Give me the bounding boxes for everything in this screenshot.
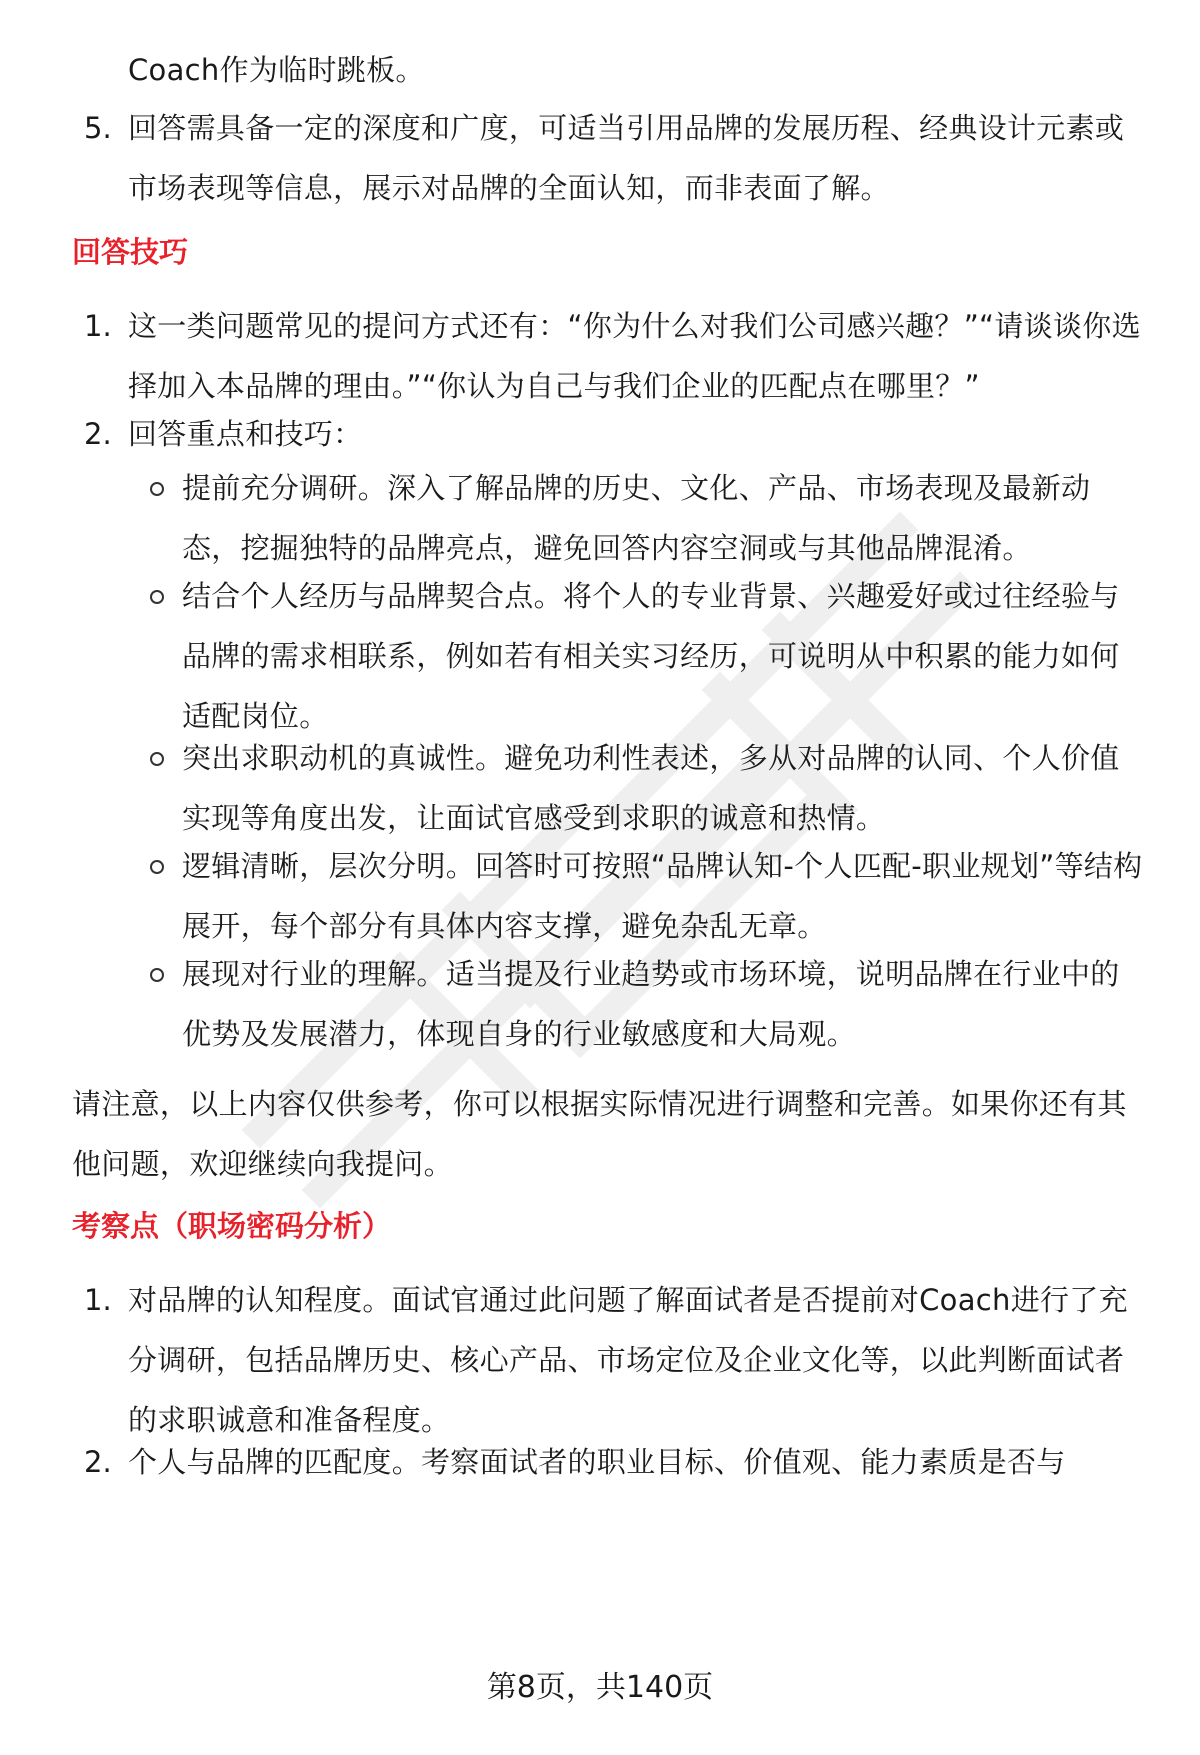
sub-item-text: 展现对行业的理解。适当提及行业趋势或市场环境，说明品牌在行业中的优势及发展潜力，体现自身的行业敏感度和大局观。 (182, 957, 1120, 1051)
list-item-text: 个人与品牌的匹配度。考察面试者的职业目标、价值观、能力素质是否与 (128, 1445, 1066, 1479)
list-number: 5. (84, 111, 112, 145)
note-paragraph: 请注意，以上内容仅供参考，你可以根据实际情况进行调整和完善。如果你还有其他问题，欢迎继续向我提问。 (72, 1087, 1127, 1181)
list-item-text: 对品牌的认知程度。面试官通过此问题了解面试者是否提前对Coach进行了充分调研，包括品牌历史、核心产品、市场定位及企业文化等，以此判断面试者的求职诚意和准备程度。 (128, 1283, 1128, 1437)
list-item-text: 回答重点和技巧： (128, 417, 363, 451)
continuation-text: Coach作为临时跳板。 (128, 53, 425, 87)
page-footer: 第8页，共140页 (486, 1670, 714, 1705)
section-heading-points: 考察点（职场密码分析） (72, 1209, 392, 1243)
list-item-text: 这一类问题常见的提问方式还有：“你为什么对我们公司感兴趣？”“请谈谈你选择加入本品牌的理由。”“你认为自己与我们企业的匹配点在哪里？” (128, 309, 1141, 403)
bullet-icon (150, 752, 164, 766)
sub-item-text: 逻辑清晰，层次分明。回答时可按照“品牌认知-个人匹配-职业规划”等结构展开，每个部分有具体内容支撑，避免杂乱无章。 (182, 849, 1143, 943)
bullet-icon (150, 590, 164, 604)
bullet-icon (150, 482, 164, 496)
list-number: 1. (84, 1283, 112, 1317)
sub-item-text: 提前充分调研。深入了解品牌的历史、文化、产品、市场表现及最新动态，挖掘独特的品牌亮点，避免回答内容空洞或与其他品牌混淆。 (182, 471, 1091, 565)
section-heading-tips: 回答技巧 (72, 235, 189, 269)
list-item-text: 回答需具备一定的深度和广度，可适当引用品牌的发展历程、经典设计元素或市场表现等信息，展示对品牌的全面认知，而非表面了解。 (128, 111, 1125, 205)
list-number: 2. (84, 417, 112, 451)
sub-item-text: 突出求职动机的真诚性。避免功利性表述，多从对品牌的认同、个人价值实现等角度出发，让面试官感受到求职的诚意和热情。 (182, 741, 1120, 835)
list-number: 2. (84, 1445, 112, 1479)
bullet-icon (150, 860, 164, 874)
list-number: 1. (84, 309, 112, 343)
sub-item-text: 结合个人经历与品牌契合点。将个人的专业背景、兴趣爱好或过往经验与品牌的需求相联系，例如若有相关实习经历，可说明从中积累的能力如何适配岗位。 (182, 579, 1120, 733)
bullet-icon (150, 968, 164, 982)
